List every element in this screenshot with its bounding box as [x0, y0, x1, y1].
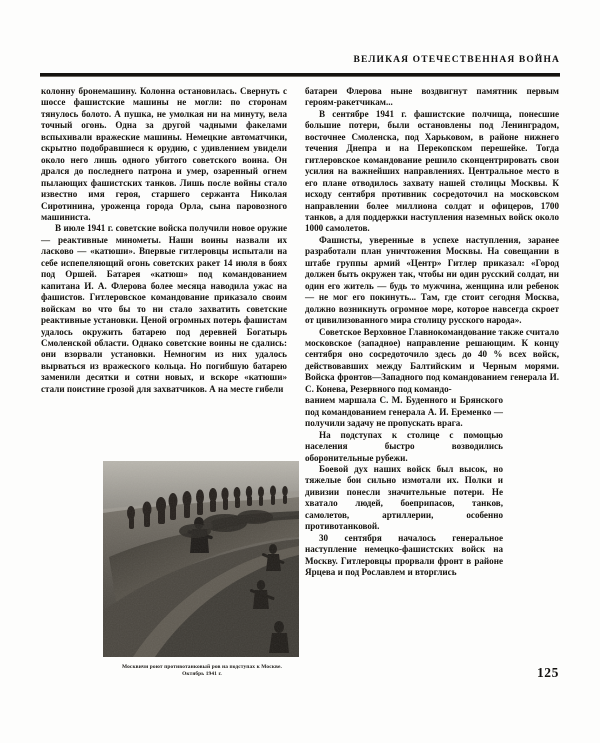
figure-caption-line2: Октябрь 1941 г. — [182, 671, 222, 678]
figure-caption — [68, 664, 336, 679]
paragraph: ванием маршала С. М. Буденного и Брянского под командованием генерала А. И. Еременко — получили задачу не пропускать врага. — [305, 395, 503, 429]
paragraph: Боевой дух наших войск был высок, но тяжелые бои сильно измотали их. Полки и дивизии понесли значительные потери. Не хватало людей, боеприпасов, танков, самолетов, артиллерии, особенно противотанковой. — [305, 463, 503, 532]
paragraph: Фашисты, уверенные в успехе наступления, заранее разработали план уничтожения Москвы. На совещании в штабе группы армий «Центр» Гитлер приказал: «Город должен быть окружен так, чтобы ни один русский солдат, ни один его житель — будь то мужчина, женщина или ребенок — не мог его покинуть... Там, где стоит сегодня Москва, должно возникнуть огромное море, которое навсегда скроет от цивилизованного мира столицу русского народа». — [305, 234, 559, 326]
paragraph: В сентябре 1941 г. фашистские полчища, понесшие большие потери, были остановлены под Ленинградом, восточнее Смоленска, под Харьковом, в районе нижнего течения Днепра и на Перекопском перешейке. Тогда гитлеровское командование решило сконцентрировать свои усилия на важнейших направлениях. Центральное место в его плане отводилось захвату нашей столицы Москвы. К исходу сентября противник сосредоточил на московском направлении более миллиона солдат и офицеров, 1700 танков, а для поддержки наступления наземных войск около 1000 самолетов. — [305, 108, 559, 234]
running-head-title: ВЕЛИКАЯ ОТЕЧЕСТВЕННАЯ ВОЙНА — [353, 55, 560, 65]
paragraph: На подступах к столице с помощью населения быстро возводились оборонительные рубежи. — [305, 429, 503, 463]
photo-digging-anti-tank-trench — [103, 461, 299, 657]
paragraph: колонну бронемашину. Колонна остановилась. Свернуть с шоссе фашистские машины не могли: по сторонам тянулось болото. А пушка, не умолкая ни на минуту, вела точный огонь. Одна за другой чадными факелами вспыхивали вражеские машины. Немецкие автоматчики, скрытно подобравшиеся к орудию, с удивлением увидели около него лишь одного убитого советского воина. Он дрался до последнего патрона и умер, озаренный огнем пылающих фашистских танков. Лишь после войны стало известно имя героя, старшего сержанта Николая Сиротинина, уроженца города Орла, сына паровозного машиниста. — [41, 86, 287, 222]
paragraph: В июле 1941 г. советские войска получили новое оружие — реактивные минометы. Наши воины назвали их ласково — «катюши». Впервые гитлеровцы испытали на себе испепеляющий огонь советских ракет 14 июля в боях под Оршей. Батарея «катюш» под командованием капитана И. А. Флерова более месяца наводила ужас на фашистов. Гитлеровское командование приказало своим войскам во что бы то ни стало захватить советские реактивные установки. Ценой огромных потерь фашистам удалось окружить батарею под деревней Богатырь Смоленской области. Однако советские воины не сдались: они взорвали установки. Немногим из них удалось вырваться из вражеского кольца. Но погибшую батарею заменили десятки и сотни новых, и вскоре «катюши» стали поистине грозой для захватчиков. А на месте гибели — [41, 223, 287, 394]
text-column-right — [305, 86, 559, 578]
page-number: 125 — [536, 665, 559, 680]
paragraph: 30 сентября началось генеральное наступление немецко-фашистских войск на Москву. Гитлеровцы прорвали фронт в районе Ярцева и под Рославлем и вторглись — [305, 532, 503, 578]
paragraph: Советское Верховное Главнокомандование также считало московское (западное) направление решающим. К концу сентября оно сосредоточило здесь до 40 % всех войск, действовавших между Балтийским и Черным морями. Войска фронтов—Западного под командованием генерала И. С. Конева, Резервного под командо- — [305, 326, 559, 394]
text-column-left — [41, 86, 287, 395]
header-rule — [40, 73, 560, 76]
figure-caption-line1: Москвичи роют противотанковый ров на подступах к Москве. — [121, 664, 282, 670]
paragraph: батареи Флерова ныне воздвигнут памятник первым героям-ракетчикам... — [305, 86, 559, 108]
figure-anti-tank-trench — [103, 461, 299, 678]
